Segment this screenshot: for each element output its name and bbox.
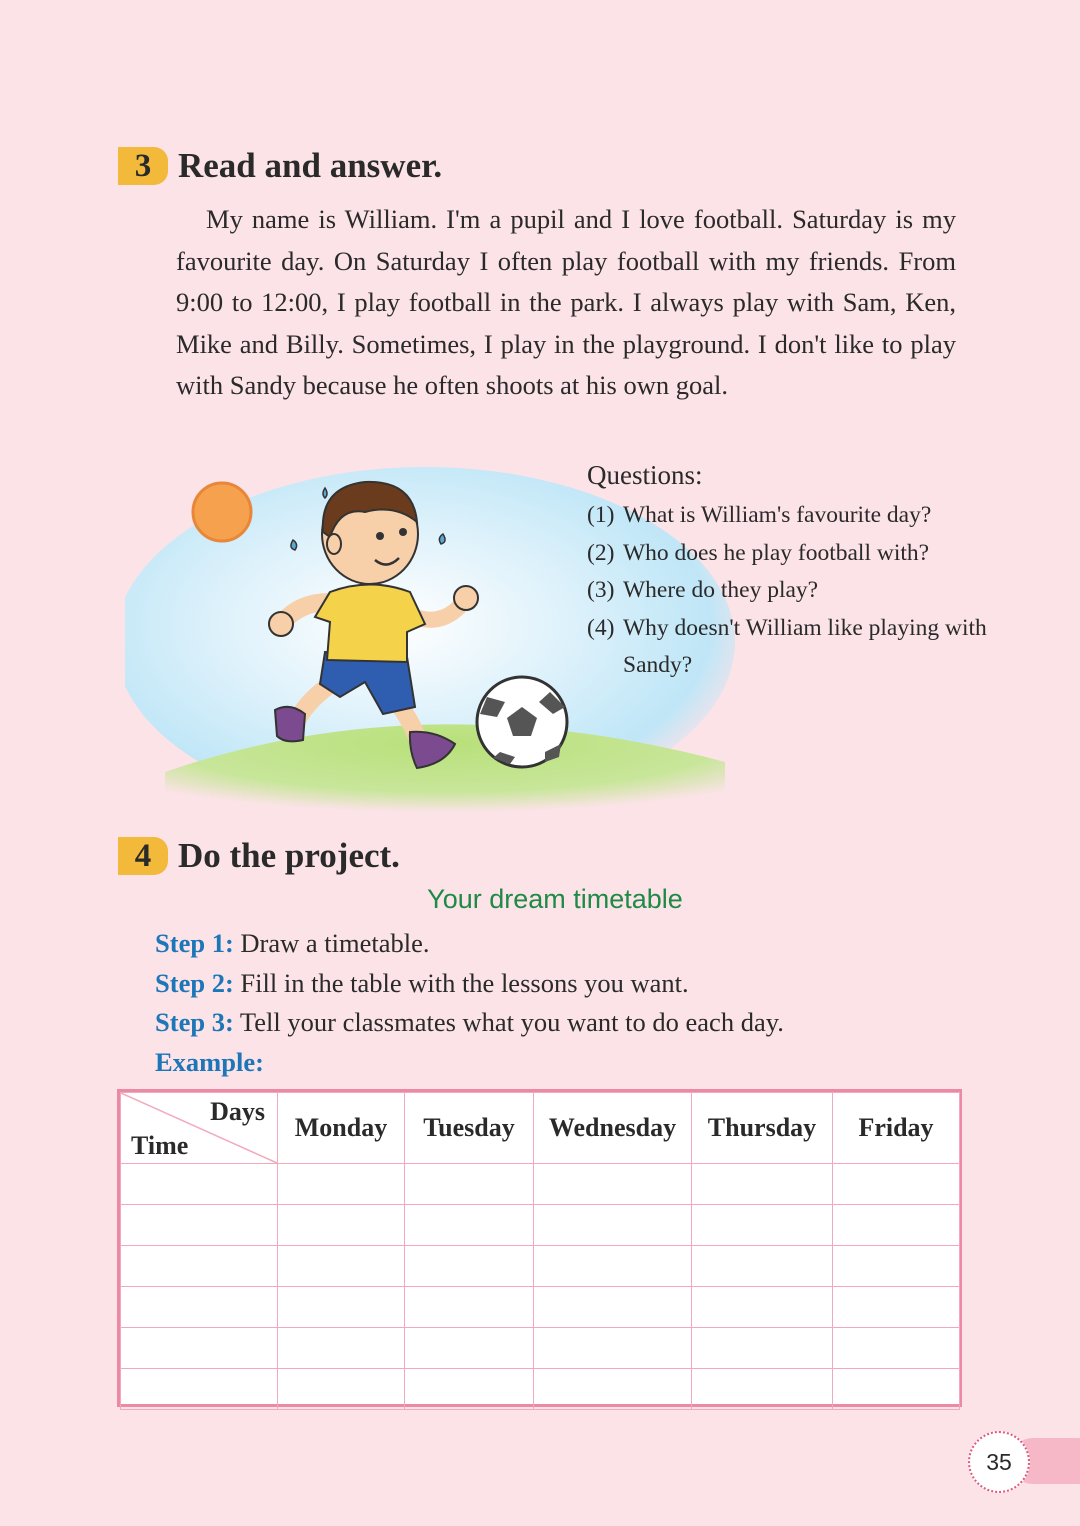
table-cell [405,1369,534,1410]
table-cell [405,1164,534,1205]
table-cell [534,1205,692,1246]
step-text: Fill in the table with the lessons you want. [240,967,689,998]
question-text: What is William's favourite day? [623,502,932,528]
table-cell [278,1164,405,1205]
table-cell [692,1164,833,1205]
step-label: Step 3: [155,1007,234,1037]
table-cell [534,1328,692,1369]
step-label: Step 2: [155,967,234,998]
football-icon [477,677,567,767]
time-cell [121,1287,278,1328]
section-3-number-badge: 3 [118,147,168,185]
table-row [121,1328,960,1369]
question-item [587,572,987,610]
time-cell [121,1328,278,1369]
reading-passage: My name is William. I'm a pupil and I love football. Saturday is my favourite day. On Saturday I often play football with my friends. From 9:00 to 12:00, I play football in the park. I always play with Sam, Ken, Mike and Billy. Sometimes, I play in the playground. I don't like to play with Sandy because he often shoots at his own goal. [176,204,956,400]
question-item [587,497,987,535]
question-item [587,610,987,685]
table-cell [405,1205,534,1246]
day-header: Monday [278,1093,405,1164]
example-label: Example: [155,1046,264,1077]
table-cell [278,1369,405,1410]
table-cell [405,1246,534,1287]
table-cell [833,1164,960,1205]
section-3-title: Read and answer. [178,146,443,185]
section-3-header [118,144,442,188]
sun-icon [193,483,251,541]
table-cell [405,1328,534,1369]
table-cell [833,1246,960,1287]
table-cell [692,1205,833,1246]
questions-block [587,460,987,685]
table-cell [692,1246,833,1287]
step-item [155,1003,784,1043]
step-text: Tell your classmates what you want to do each day. [239,1007,784,1037]
table-cell [534,1164,692,1205]
day-header: Thursday [692,1093,833,1164]
table-row [121,1246,960,1287]
question-text: Why doesn't William like playing with Sandy? [623,614,987,678]
time-cell [121,1205,278,1246]
table-cell [534,1287,692,1328]
table-cell [692,1369,833,1410]
step-text: Draw a timetable. [240,928,430,958]
project-subtitle: Your dream timetable [427,884,683,914]
timetable-header-row [121,1093,960,1164]
table-cell [833,1287,960,1328]
step-label: Step 1: [155,928,234,958]
table-cell [278,1246,405,1287]
table-row [121,1205,960,1246]
timetable-corner-cell [121,1093,278,1164]
day-header: Wednesday [534,1093,692,1164]
project-steps [155,924,784,1082]
timetable [117,1089,962,1407]
table-cell [534,1246,692,1287]
page-number: 35 [968,1431,1030,1493]
question-item [587,535,987,573]
table-row [121,1287,960,1328]
table-row [121,1164,960,1205]
question-text: Who does he play football with? [623,539,930,566]
table-cell [534,1369,692,1410]
table-cell [692,1328,833,1369]
table-cell [278,1287,405,1328]
question-number: (1) [587,502,615,528]
question-number: (3) [587,577,615,603]
day-header: Tuesday [405,1093,534,1164]
section-4-number-badge: 4 [118,837,168,875]
section-4-title: Do the project. [178,836,400,875]
time-label: Time [131,1131,189,1160]
table-cell [405,1287,534,1328]
time-cell [121,1164,278,1205]
questions-heading: Questions: [587,460,703,490]
question-number: (4) [587,614,615,641]
table-cell [833,1205,960,1246]
section-4-header [118,834,400,878]
step-item [155,964,784,1004]
table-cell [692,1287,833,1328]
step-item [155,924,784,964]
question-text: Where do they play? [623,577,819,603]
table-cell [833,1328,960,1369]
time-cell [121,1369,278,1410]
table-cell [278,1328,405,1369]
table-cell [833,1369,960,1410]
table-cell [278,1205,405,1246]
time-cell [121,1246,278,1287]
days-label: Days [210,1097,265,1126]
question-number: (2) [587,539,615,566]
table-row [121,1369,960,1410]
day-header: Friday [833,1093,960,1164]
